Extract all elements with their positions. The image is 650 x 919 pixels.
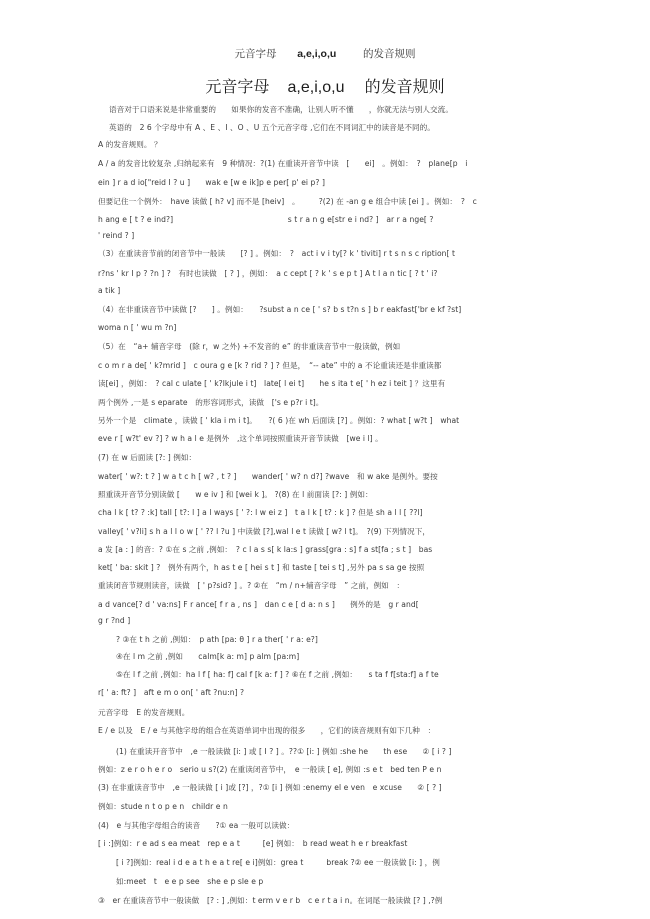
text-line: cha l k [ t? ? :k] tall [ t?: l ] a l ways [ ' ?: l w ei z ] t a l k [ t? : k ] ? 但是 sh a l l [ ??l] xyxy=(98,508,423,517)
text-line: [ i :]例如：r e ad s ea meat rep e a t [e] 例如： b read weat h e r breakfast xyxy=(98,839,408,848)
header-latin: a,e,i,o,u xyxy=(297,48,337,60)
text-line: ein ] r a d io["reid I ? u ] wak e [w e ik]p e per[ p' ei p? ] xyxy=(98,178,325,187)
text-line: ? ③在 t h 之前 ,例如： p ath [pa: θ ] r a ther[ ' r a: e?] xyxy=(116,635,318,644)
text-line: a 发 [a : ] 的音：? ①在 s 之前 ,例如： ? c l a s s[ k la:s ] grass[gra : s] f a st[fa ; s t ] bas xyxy=(98,545,433,554)
text-line: (1) 在重读开音节中 ,e 一般读做 [i: ] 或 [ I ? ] 。??① [i: ] 例如 :she he th ese ② [ i ? ] xyxy=(116,747,452,756)
text-line: （5）在 “a+ 辅音字母 (除 r，w 之外) +不发音的 e” 的非重读音节中一般读做，例如 xyxy=(98,342,401,351)
text-line: h ang e [ t ? e ind?] s t r a n g e[str e i nd? ] ar r a nge[ ? xyxy=(98,215,434,224)
text-line: （4）在非重读音节中读做 [? ] 。例如： ?subst a n ce [ ' s? b s t?n s ] b r eakfast['br e kf ?st] xyxy=(98,305,462,314)
text-line: 例如：stude n t o p e n childr e n xyxy=(98,802,228,811)
text-line: 但要记住一个例外： have 读做 [ h? v] 而不是 [heiv] 。 ?(2) 在 -an g e 组合中读 [ei ] 。例如： ? c xyxy=(98,197,477,206)
text-line: 语音对于口语来说是非常重要的 如果你的发音不准确，让别人听不懂 ，你就无法与别人交流。 xyxy=(109,105,453,114)
title-cn-right: 的发音规则 xyxy=(364,77,445,96)
text-line: ' reind ? ] xyxy=(98,231,135,240)
text-line: ④在 l m 之前 ,例如 calm[k a: m] p alm [pa:m] xyxy=(116,652,300,661)
text-line: 英语的 2 6 个字母中有 A 、E 、I 、O 、U 五个元音字母 ,它们在不同词汇中的读音是不同的。 xyxy=(109,123,435,132)
text-line: A / a 的发音比较复杂 ,归纳起来有 9 种情况：?(1) 在重读开音节中读 [ ei] 。例如： ? plane[p i xyxy=(98,159,468,168)
text-line: 两个例外 ,一是 s eparate 的形容词形式，读做 ['s e p?r i t]。 xyxy=(98,398,324,407)
page-title xyxy=(0,74,650,97)
text-line: r[ ' a: ft? ] aft e m o on[ ' aft ?nu:n] ? xyxy=(98,688,245,697)
text-line: water[ ' w?: t ? ] w a t c h [ w? , t ? ] wander[ ' w? n d?] ?wave 和 w ake 是例外。要按 xyxy=(98,472,438,481)
text-line: (4) e 与其他字母组合的读音 ?① ea 一般可以读做： xyxy=(98,821,295,830)
text-line: 重读闭音节规则读音，读做 [ ' p?sid? ] 。? ②在 “m / n+辅音字母 ” 之前，例如 ： xyxy=(98,581,405,590)
text-line: E / e 以及 E / e 与其他字母的组合在英语单词中出现的很多 ，它们的读音规则有如下几种 ： xyxy=(98,726,436,735)
text-line: 照重读开音节分别读做 [ w e iv ] 和 [wei k ]。 ?(8) 在 l 前面读 [?: ] 例如： xyxy=(98,490,373,499)
text-line: g r ?nd ] xyxy=(98,616,131,625)
text-line: a tik ] xyxy=(98,286,121,295)
text-line: （3）在重读音节前的闭音节中一般读 [? ] 。例如： ? act i v i ty[? k ' tiviti] r t s n s c ription[ t xyxy=(98,249,456,258)
text-line: ⑤在 l f 之前 ,例如：ha l f [ ha: f] cal f [k a: f ] ? ⑥在 f 之前 ,例如： s ta f f[sta:f] a f te xyxy=(116,670,439,679)
text-line: A 的发音规则。 ？ xyxy=(98,140,162,149)
header-cn-left: 元音字母 xyxy=(234,48,277,60)
text-line: valley[ ' v?li] s h a l l o w [ ' ?? l ?u ] 中读做 [?],wal l e t 读做 [ w? l t]。 ?(9) 下列情况下， xyxy=(98,527,430,536)
text-line: 元音字母 E 的发音规则。 xyxy=(98,708,190,717)
text-line: [ i ?]例如：real i d e a t h e a t re[ e i]例如：grea t break ?② ee 一般读做 [i: ] ，例 xyxy=(116,858,440,867)
text-line: 如:meet t e e p see she e p sle e p xyxy=(116,877,264,886)
text-line: ③ er 在重读音节中一般读做 [? : ] ,例如：t erm v e r b c e r t a i n。在词尾一般读做 [? ] ,?例 xyxy=(98,896,443,905)
text-line: a d vance[? d ' va:ns] F r ance[ f r a , ns ] dan c e [ d a: n s ] 例外的是 g r and[ xyxy=(98,600,419,609)
text-line: 例如：z e r o h e r o serio u s?(2) 在重读闭音节中， e 一般读 [ e], 例如 :s e t bed ten P e n xyxy=(98,765,442,774)
text-line: c o m r a de[ ' k?mrid ] c oura g e [k ? rid ? ] ? 但是， “-- ate” 中的 a 不论重读还是非重读都 xyxy=(98,361,442,370)
title-latin: a,e,i,o,u xyxy=(287,79,345,96)
header-cn-right: 的发音规则 xyxy=(362,48,416,60)
text-line: 另外一个是 climate ，读做 [ ' kla i m i t]。 ?( 6 )在 wh 后面读 [?] 。例如：? what [ w?t ] what xyxy=(98,416,460,425)
text-line: (7) 在 w 后面读 [?: ] 例如： xyxy=(98,453,197,462)
title-cn-left: 元音字母 xyxy=(205,77,270,96)
running-header xyxy=(0,46,650,61)
text-line: woma n [ ' wu m ?n] xyxy=(98,323,177,332)
text-line: ket[ ' ba: skit ] ? 例外有两个，h as t e [ hei s t ] 和 taste [ tei s t] ,另外 pa s sa ge 按照 xyxy=(98,563,425,572)
text-line: 读[ei] ，例如： ? cal c ulate [ ' k?lkjule i t] late[ l ei t] he s ita t e[ ' h ez i teit ] ？这里有 xyxy=(98,379,446,388)
text-line: r?ns ' kr I p ? ?n ] ? 有时也读做 [ ? ] ，例如： a c cept [ ? k ' s e p t ] A t l a n tic [ ? t ' i? xyxy=(98,269,438,278)
text-line: (3) 在非重读音节中 ,e 一般读做 [ i ]或 [?] ，?① [i ] 例如 :enemy el e ven e xcuse ② [ ? ] xyxy=(98,783,442,792)
text-line: eve r [ w?t' ev ?] ? w h a l e 是例外 ,这个单词按照重读开音节读做 [we i l] 。 xyxy=(98,434,383,443)
